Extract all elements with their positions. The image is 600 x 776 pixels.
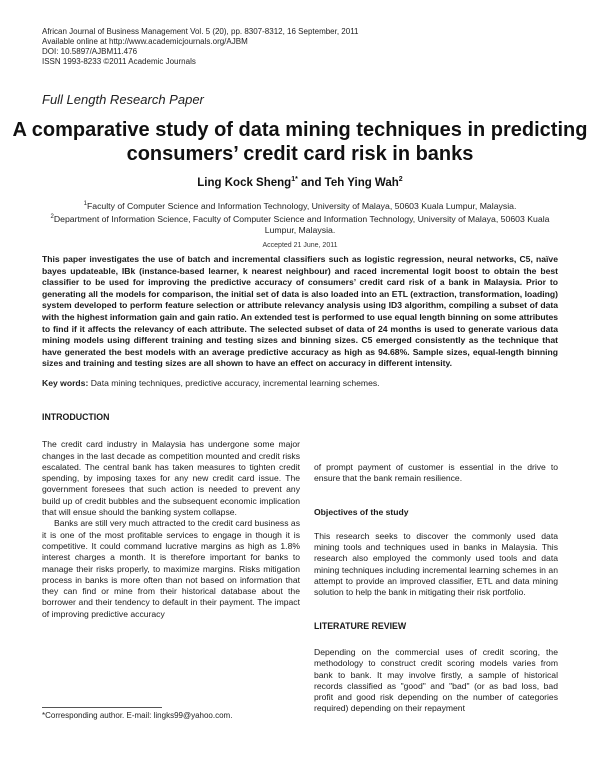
intro-paragraph-3: of prompt payment of customer is essential in the drive to ensure that the bank remain resilience. [314, 462, 558, 484]
author-2-mark: 2 [398, 176, 403, 183]
issn-line: ISSN 1993-8233 ©2011 Academic Journals [42, 57, 196, 66]
keywords-label: Key words: [42, 378, 89, 388]
introduction-heading: INTRODUCTION [42, 412, 110, 422]
left-column [42, 412, 300, 620]
corresponding-author-footnote: *Corresponding author. E-mail: lingks99@yahoo.com. [42, 711, 233, 720]
literature-review-heading: LITERATURE REVIEW [314, 620, 407, 631]
keywords [42, 378, 558, 389]
affiliations [42, 199, 558, 236]
intro-paragraph-1: The credit card industry in Malaysia has undergone some major changes in the last decade as competition mounted and credit risks escalated. The central bank has taken measures to tighten credit spending, by imposing taxes for any new credit card issue. The government foresees that such action is needed to prevent any build up of credit bubbles and the subsequent economic implication that will ensue should the banking system collapse. [42, 439, 300, 518]
objectives-paragraph: This research seeks to discover the commonly used data mining tools and techniques used in banks in Malaysia. This research also employed the commonly used tools and data mining techniques including incremental learning schemes in an attempt to provide an improved classifier, ETL and data mining solution to help the bank in mitigating their risk portfolio. [314, 530, 558, 598]
right-column [314, 462, 558, 715]
affiliation-1 [42, 199, 558, 212]
journal-citation: African Journal of Business Management Vol. 5 (20), pp. 8307-8312, 16 September, 2011 [42, 27, 359, 36]
literature-paragraph: Depending on the commercial uses of credit scoring, the methodology to construct credit scoring models varies from bank to bank. It may involve firstly, a sample of historical records classified as "good" and "bad" (or as bad loss, bad profit and good risk depending on the number of categories required) depending on their repayment [314, 646, 558, 714]
intro-paragraph-2: Banks are still very much attracted to the credit card business as it is one of the most profitable services to engage in though it is competitive. It could command lucrative margins as high as 1.8% interest charges a month. It is therefore important for banks to manage their risks properly, to maximize margins. Risks mitigation process in banks is more often than not based on information that they can find or mine from their historical database about the borrower and their tendency to default in their payment. The impact of improving predictive accuracy [42, 518, 300, 619]
author-1-mark: 1* [291, 176, 298, 183]
accepted-date: Accepted 21 June, 2011 [262, 242, 338, 249]
author-conjunction: and [297, 176, 325, 189]
availability-line: Available online at http://www.academicjournals.org/AJBM [42, 37, 248, 46]
author-2: Teh Ying Wah [324, 176, 399, 189]
footnote-rule [42, 707, 162, 708]
affiliation-1-mark: 1 [83, 201, 87, 207]
paper-type: Full Length Research Paper [42, 92, 204, 107]
doi-line: DOI: 10.5897/AJBM11.476 [42, 47, 138, 56]
author-line [0, 176, 600, 189]
affiliation-2 [42, 212, 558, 236]
abstract: This paper investigates the use of batch and incremental classifiers such as logistic regression, neural networks, C5, naïve bayes updateable, IBk (instance-based learner, k nearest neighbour) and raced incremental logit boost to obtain the best classifier to be used for improving the predictive accuracy of consumers’ credit card risk of a bank in Malaysia. Prior to generating all the models for comparison, the initial set of data is also loaded into an ETL (extraction, transformation, loading) system developed to perform feature selection or attribute relevancy analysis using ID3 algorithm, compiling a subset of data with the highest information gain and gain ratio. An extended test is performed to use equal length binning on some attributes to find if it affects the relevancy of each attribute. The selected subset of data of 24 months is used to generate various data mining models using different training and testing sizes and binning sizes. C5 emerged consistently as the technique that have generated the best models with an average predictive accuracy as high as 94.68%. Sample sizes, equal-length binning sizes and training and testing sizes are all shown to have an effect on accuracy in different intensity. [42, 254, 558, 369]
journal-header [42, 27, 359, 67]
affiliation-2-text: Department of Information Science, Faculty of Computer Science and Information Technology, University of Malaya, 50603 Kuala Lumpur, Malaysia. [53, 213, 550, 235]
affiliation-2-mark: 2 [50, 213, 54, 220]
affiliation-1-text: Faculty of Computer Science and Information Technology, University of Malaya, 50603 Kuala Lumpur, Malaysia. [86, 200, 517, 211]
author-1: Ling Kock Sheng [197, 176, 292, 189]
paper-title: A comparative study of data mining techniques in predicting consumers’ credit card risk in banks [12, 119, 588, 165]
objectives-heading: Objectives of the study [314, 506, 409, 517]
keywords-text: Data mining techniques, predictive accuracy, incremental learning schemes. [88, 378, 380, 388]
